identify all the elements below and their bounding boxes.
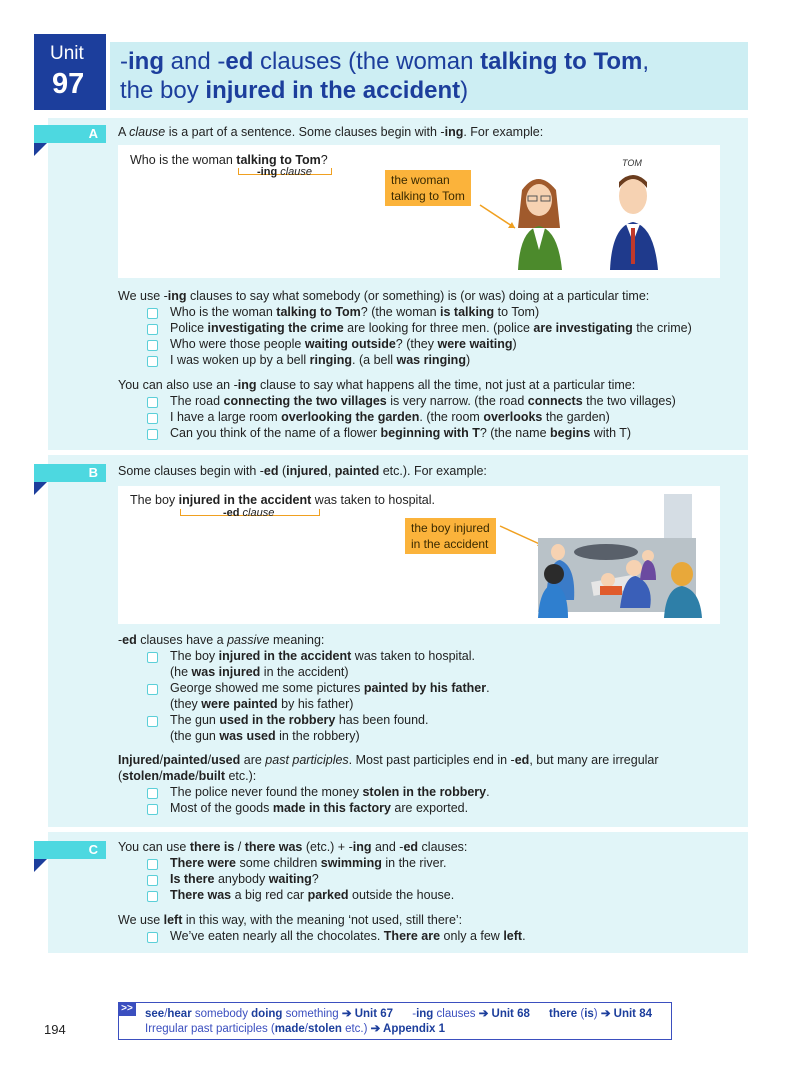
bullet	[147, 684, 158, 695]
section-b-p1: -ed clauses have a passive meaning:	[118, 633, 325, 647]
list-item: There was a big red car parked outside the house.	[170, 888, 455, 902]
bullet	[147, 788, 158, 799]
section-c-tab: C	[34, 841, 106, 859]
link-unit-68[interactable]: ➔ Unit 68	[478, 1008, 530, 1020]
list-item: Can you think of the name of a flower beginning with T? (the name begins with T)	[170, 426, 632, 440]
section-a-p2: You can also use an -ing clause to say what happens all the time, not just at a particular time:	[118, 378, 636, 392]
bullet	[147, 859, 158, 870]
list-item: Most of the goods made in this factory are exported.	[170, 801, 469, 815]
page-title: -ing and -ed clauses (the woman talking to Tom, the boy injured in the accident)	[120, 48, 650, 104]
cross-reference-line-1: see/hear somebody doing something ➔ Unit 67 -ing clauses ➔ Unit 68 there (is) ➔ Unit 84	[145, 1008, 652, 1020]
image-caption-a: the woman talking to Tom	[385, 170, 471, 206]
section-c-marker	[34, 859, 47, 872]
list-item-note: (he was injured in the accident)	[170, 665, 349, 679]
cross-reference-line-2: Irregular past participles (made/stolen etc.) ➔ Appendix 1	[145, 1023, 446, 1035]
bullet	[147, 429, 158, 440]
list-item: The boy injured in the accident was taken to hospital.	[170, 649, 475, 663]
list-item: There were some children swimming in the river.	[170, 856, 447, 870]
list-item: We’ve eaten nearly all the chocolates. There are only a few left.	[170, 929, 526, 943]
section-a-tab: A	[34, 125, 106, 143]
title-band	[110, 42, 748, 110]
list-item-note: (the gun was used in the robbery)	[170, 729, 360, 743]
caption-pointer	[480, 205, 515, 228]
page-number: 194	[44, 1022, 66, 1037]
list-item: Who were those people waiting outside? (they were waiting)	[170, 337, 517, 351]
bullet	[147, 324, 158, 335]
cross-reference-arrow-icon: >>	[118, 1002, 136, 1016]
woman-face	[526, 184, 552, 216]
bullet	[147, 413, 158, 424]
link-unit-84[interactable]: ➔ Unit 84	[600, 1008, 652, 1020]
bullet	[147, 891, 158, 902]
illustration-accident-scene	[496, 490, 718, 622]
section-c-intro: You can use there is / there was (etc.) + -ing and -ed clauses:	[118, 840, 468, 854]
tom-label: TOM	[622, 158, 642, 168]
bullet	[147, 716, 158, 727]
section-b-p2-cont: (stolen/made/built etc.):	[118, 769, 257, 783]
section-b-intro: Some clauses begin with -ed (injured, painted etc.). For example:	[118, 464, 487, 478]
list-item: Is there anybody waiting?	[170, 872, 319, 886]
bullet	[147, 875, 158, 886]
bullet	[147, 397, 158, 408]
section-a-p1: We use -ing clauses to say what somebody (or something) is (or was) doing at a particular time:	[118, 289, 650, 303]
section-a-marker	[34, 143, 47, 156]
section-a-intro: A clause is a part of a sentence. Some clauses begin with -ing. For example:	[118, 125, 544, 139]
list-item: The road connecting the two villages is very narrow. (the road connects the two villages)	[170, 394, 676, 408]
bullet	[147, 308, 158, 319]
cross-reference-box	[118, 1002, 672, 1040]
section-b-tab: B	[34, 464, 106, 482]
list-item: I have a large room overlooking the garden. (the room overlooks the garden)	[170, 410, 610, 424]
bullet	[147, 356, 158, 367]
image-caption-b: the boy injured in the accident	[405, 518, 496, 554]
list-item: The gun used in the robbery has been found.	[170, 713, 429, 727]
clause-label-b: -ed clause	[223, 507, 275, 519]
unit-badge	[34, 34, 106, 110]
link-unit-67[interactable]: ➔ Unit 67	[341, 1008, 394, 1020]
section-c-p2: We use left in this way, with the meaning ‘not used, still there’:	[118, 913, 463, 927]
caption-pointer	[500, 526, 544, 546]
bullet	[147, 932, 158, 943]
bullet	[147, 804, 158, 815]
example-sentence-b: The boy injured in the accident was taken to hospital.	[130, 493, 435, 507]
clause-label-a: -ing clause	[257, 166, 313, 178]
unit-number: 97	[52, 68, 85, 100]
illustration-woman-tom	[470, 150, 720, 275]
list-item: Police investigating the crime are looking for three men. (police are investigating the crime)	[170, 321, 692, 335]
list-item-note: (they were painted by his father)	[170, 697, 354, 711]
list-item: George showed me some pictures painted by his father.	[170, 681, 490, 695]
unit-word: Unit	[50, 43, 84, 64]
list-item: The police never found the money stolen in the robbery.	[170, 785, 490, 799]
bullet	[147, 340, 158, 351]
list-item: I was woken up by a bell ringing. (a bell was ringing)	[170, 353, 471, 367]
example-sentence-a: Who is the woman talking to Tom?	[130, 153, 328, 167]
section-b-marker	[34, 482, 47, 495]
section-b-p2: Injured/painted/used are past participles. Most past participles end in -ed, but many are irregular	[118, 753, 659, 767]
list-item: Who is the woman talking to Tom? (the woman is talking to Tom)	[170, 305, 540, 319]
bullet	[147, 652, 158, 663]
link-appendix-1[interactable]: ➔ Appendix 1	[370, 1023, 446, 1035]
